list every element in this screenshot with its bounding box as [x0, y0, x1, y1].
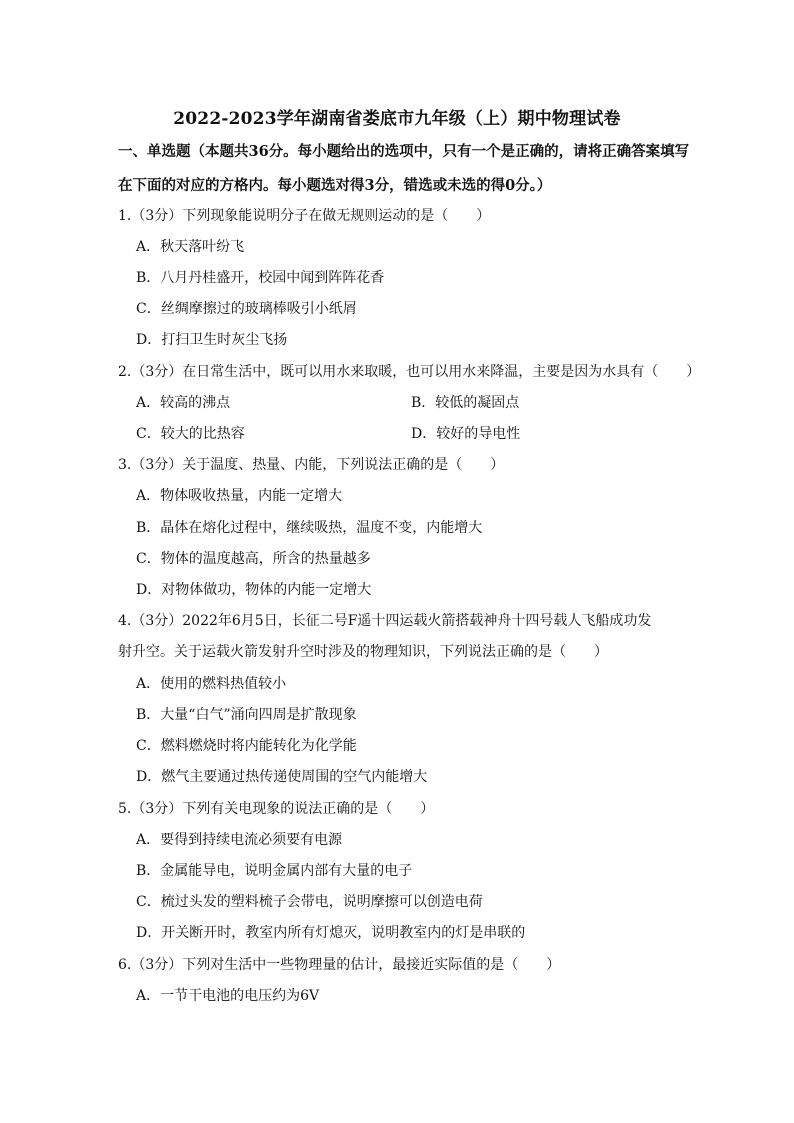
question-2-stem: 2.（3分）在日常生活中，既可以用水来取暖，也可以用水来降温，主要是因为水具有（ ） [118, 364, 701, 380]
question-4-option-d: D．燃气主要通过热传递使周围的空气内能增大 [136, 769, 428, 785]
question-3-stem: 3.（3分）关于温度、热量、内能，下列说法正确的是（ ） [118, 457, 505, 473]
question-5-option-a: A．要得到持续电流必须要有电源 [136, 832, 343, 848]
question-3-option-c: C．物体的温度越高，所含的热量越多 [136, 551, 371, 567]
page-title: 2022-2023学年湖南省娄底市九年级（上）期中物理试卷 [173, 109, 621, 129]
question-1-option-c: C．丝绸摩擦过的玻璃棒吸引小纸屑 [136, 301, 357, 317]
question-3-option-b: B．晶体在熔化过程中，继续吸热，温度不变，内能增大 [136, 520, 483, 536]
question-2-option-c: C．较大的比热容 [136, 426, 245, 442]
question-4-option-a: A．使用的燃料热值较小 [136, 676, 287, 692]
section-heading-line-2: 在下面的对应的方格内。每小题选对得3分，错选或未选的得0分。） [118, 177, 552, 194]
question-2-option-b: B．较低的凝固点 [411, 395, 520, 411]
question-5-option-b: B．金属能导电，说明金属内部有大量的电子 [136, 863, 413, 879]
question-1-stem: 1.（3分）下列现象能说明分子在做无规则运动的是（ ） [118, 208, 491, 224]
question-5-option-d: D．开关断开时，教室内所有灯熄灭，说明教室内的灯是串联的 [136, 925, 526, 941]
question-6-option-a: A．一节干电池的电压约为6V [136, 988, 320, 1004]
question-2-option-d: D．较好的导电性 [411, 426, 521, 442]
question-4-option-c: C．燃料燃烧时将内能转化为化学能 [136, 738, 357, 754]
question-4-stem-line-1: 4.（3分）2022年6月5日，长征二号F遥十四运载火箭搭载神舟十四号载人飞船成功发 [118, 613, 652, 629]
question-3-option-a: A．物体吸收热量，内能一定增大 [136, 488, 343, 504]
question-3-option-d: D．对物体做功，物体的内能一定增大 [136, 582, 372, 598]
question-4-option-b: B．大量“白气”涌向四周是扩散现象 [136, 707, 357, 723]
section-heading-line-1: 一、单选题（本题共36分。每小题给出的选项中，只有一个是正确的，请将正确答案填写 [118, 143, 690, 160]
question-2-option-a: A．较高的沸点 [136, 395, 231, 411]
question-1-option-d: D．打扫卫生时灰尘飞扬 [136, 332, 288, 348]
question-1-option-b: B．八月丹桂盛开，校园中闻到阵阵花香 [136, 270, 385, 286]
question-5-option-c: C．梳过头发的塑料梳子会带电，说明摩擦可以创造电荷 [136, 894, 483, 910]
question-4-stem-line-2: 射升空。关于运载火箭发射升空时涉及的物理知识，下列说法正确的是（ ） [118, 644, 608, 660]
question-6-stem: 6.（3分）下列对生活中一些物理量的估计，最接近实际值的是（ ） [118, 957, 561, 973]
question-5-stem: 5.（3分）下列有关电现象的说法正确的是（ ） [118, 801, 435, 817]
question-1-option-a: A．秋天落叶纷飞 [136, 239, 245, 255]
